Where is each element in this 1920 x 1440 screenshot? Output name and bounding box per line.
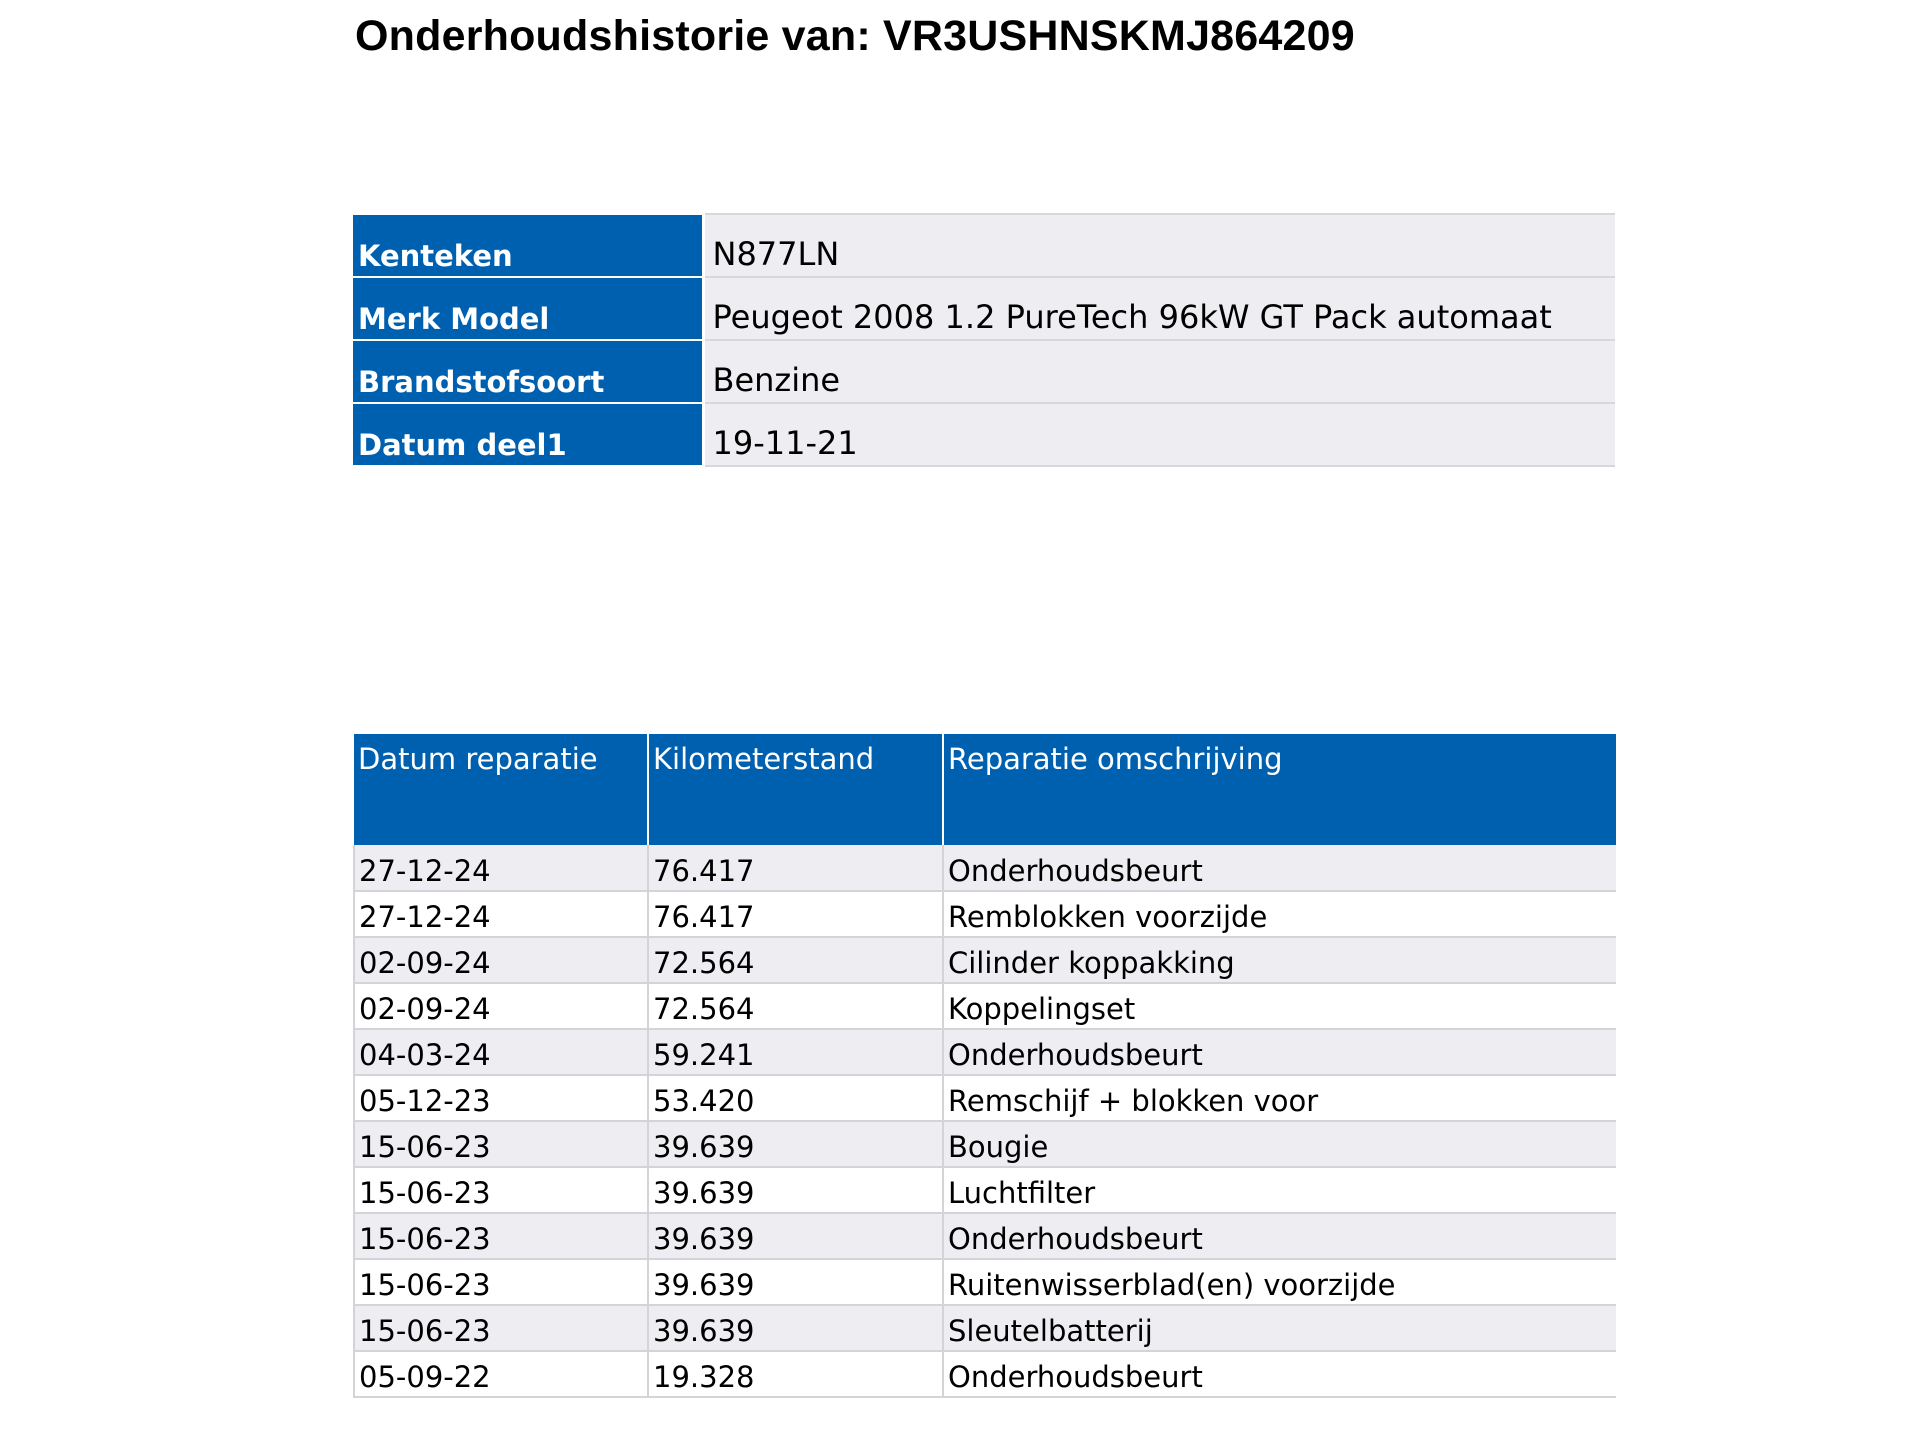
odometer-cell: 39.639	[648, 1213, 943, 1259]
table-row	[354, 1259, 1616, 1305]
vehicle-info-value: 19-11-21	[703, 403, 1615, 466]
repair-date-cell: 27-12-24	[354, 891, 648, 937]
repair-date-cell: 27-12-24	[354, 845, 648, 891]
odometer-cell: 59.241	[648, 1029, 943, 1075]
vehicle-info-row-datum-deel1	[353, 403, 1615, 466]
repair-date-cell: 15-06-23	[354, 1305, 648, 1351]
table-row	[354, 937, 1616, 983]
vehicle-info-table	[353, 213, 1615, 467]
table-row	[354, 845, 1616, 891]
repair-date-cell: 15-06-23	[354, 1213, 648, 1259]
vehicle-info-row-merk-model	[353, 277, 1615, 340]
vehicle-info-label: Merk Model	[353, 277, 703, 340]
repair-history-header-row	[354, 734, 1616, 845]
odometer-cell: 19.328	[648, 1351, 943, 1397]
repair-description-cell: Koppelingset	[943, 983, 1616, 1029]
repair-description-cell: Onderhoudsbeurt	[943, 1029, 1616, 1075]
table-row	[354, 891, 1616, 937]
repair-description-cell: Sleutelbatterij	[943, 1305, 1616, 1351]
table-row	[354, 1351, 1616, 1397]
repair-date-cell: 02-09-24	[354, 937, 648, 983]
repair-description-cell: Ruitenwisserblad(en) voorzijde	[943, 1259, 1616, 1305]
table-row	[354, 983, 1616, 1029]
vehicle-info-label: Brandstofsoort	[353, 340, 703, 403]
repair-description-cell: Onderhoudsbeurt	[943, 1351, 1616, 1397]
table-row	[354, 1121, 1616, 1167]
repair-description-cell: Onderhoudsbeurt	[943, 845, 1616, 891]
repair-description-cell: Cilinder koppakking	[943, 937, 1616, 983]
vehicle-info-row-brandstofsoort	[353, 340, 1615, 403]
table-row	[354, 1167, 1616, 1213]
vehicle-info-value: Peugeot 2008 1.2 PureTech 96kW GT Pack automaat	[703, 277, 1615, 340]
odometer-cell: 72.564	[648, 937, 943, 983]
repair-date-cell: 04-03-24	[354, 1029, 648, 1075]
repair-description-cell: Onderhoudsbeurt	[943, 1213, 1616, 1259]
odometer-cell: 76.417	[648, 845, 943, 891]
vehicle-info-label: Kenteken	[353, 214, 703, 277]
column-header-datum-reparatie: Datum reparatie	[354, 734, 648, 845]
repair-date-cell: 05-09-22	[354, 1351, 648, 1397]
vehicle-info-row-kenteken	[353, 214, 1615, 277]
repair-date-cell: 15-06-23	[354, 1167, 648, 1213]
odometer-cell: 39.639	[648, 1167, 943, 1213]
repair-date-cell: 15-06-23	[354, 1121, 648, 1167]
table-row	[354, 1075, 1616, 1121]
odometer-cell: 39.639	[648, 1259, 943, 1305]
repair-description-cell: Luchtfilter	[943, 1167, 1616, 1213]
repair-history-table	[353, 734, 1616, 1398]
vehicle-info-value: N877LN	[703, 214, 1615, 277]
odometer-cell: 39.639	[648, 1121, 943, 1167]
repair-date-cell: 15-06-23	[354, 1259, 648, 1305]
table-row	[354, 1029, 1616, 1075]
table-row	[354, 1213, 1616, 1259]
column-header-kilometerstand: Kilometerstand	[648, 734, 943, 845]
vehicle-info-label: Datum deel1	[353, 403, 703, 466]
odometer-cell: 53.420	[648, 1075, 943, 1121]
repair-date-cell: 05-12-23	[354, 1075, 648, 1121]
table-row	[354, 1305, 1616, 1351]
repair-description-cell: Remschijf + blokken voor	[943, 1075, 1616, 1121]
odometer-cell: 39.639	[648, 1305, 943, 1351]
column-header-reparatie-omschrijving: Reparatie omschrijving	[943, 734, 1616, 845]
repair-date-cell: 02-09-24	[354, 983, 648, 1029]
repair-description-cell: Bougie	[943, 1121, 1616, 1167]
repair-description-cell: Remblokken voorzijde	[943, 891, 1616, 937]
odometer-cell: 72.564	[648, 983, 943, 1029]
odometer-cell: 76.417	[648, 891, 943, 937]
vehicle-info-value: Benzine	[703, 340, 1615, 403]
page-title: Onderhoudshistorie van: VR3USHNSKMJ864209	[355, 12, 1355, 60]
